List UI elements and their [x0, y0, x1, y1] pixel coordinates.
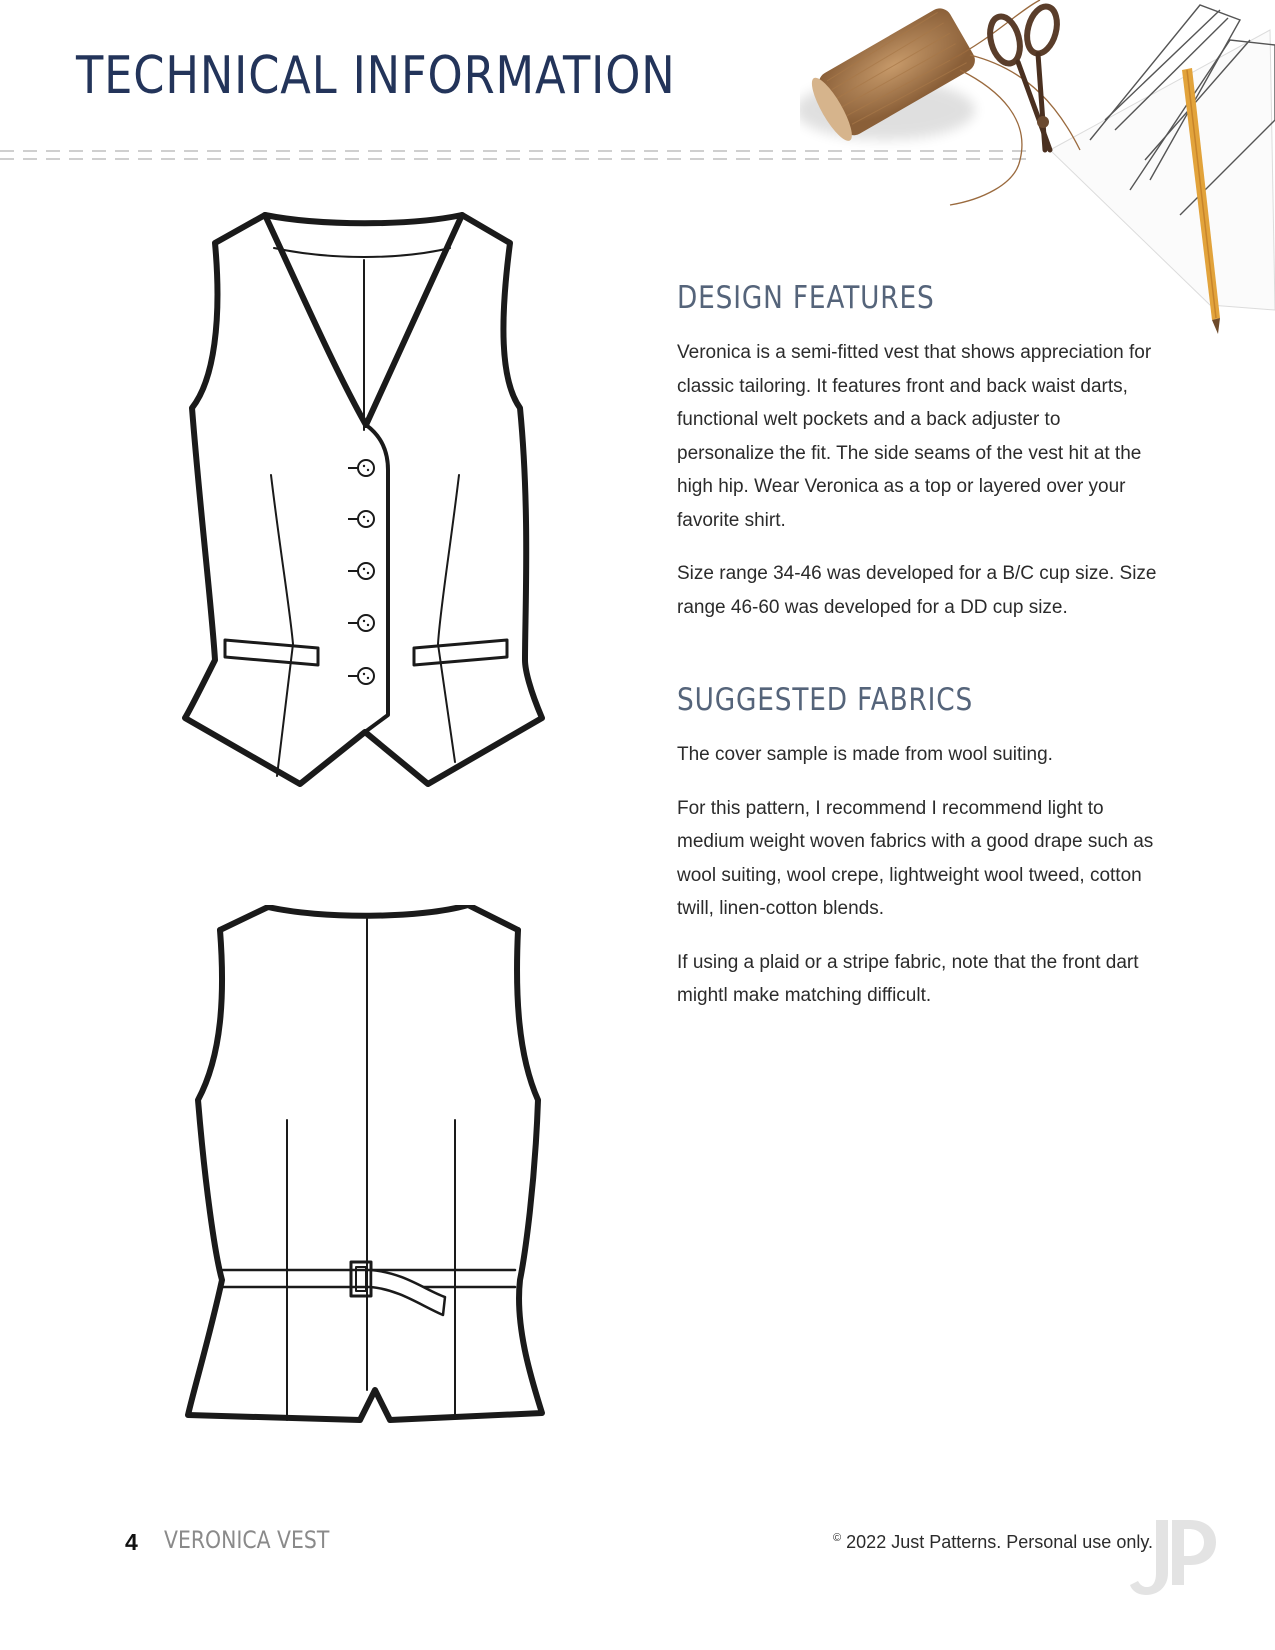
page-number: 4 — [125, 1529, 138, 1555]
suggested-fabrics-paragraph: For this pattern, I recommend I recommend light to medium weight woven fabrics with a good drape such as wool suiting, wool crepe, lightweight wool tweed, cotton twill, linen-cotton blends. — [677, 797, 1154, 919]
jp-logo — [1128, 1515, 1218, 1595]
design-features-paragraph: Size range 34-46 was developed for a B/C cup size. Size range 46-60 was developed for a DD cup size. — [677, 563, 1157, 618]
content-column — [677, 280, 1157, 1033]
copyright-text: 2022 Just Patterns. Personal use only. — [846, 1532, 1153, 1552]
copyright-symbol: © — [833, 1532, 842, 1544]
page-title: TECHNICAL INFORMATION — [76, 46, 676, 106]
vest-front-flat — [170, 210, 590, 830]
vest-back-flat — [170, 905, 590, 1465]
footer-pattern-name: VERONICA VEST — [164, 1526, 330, 1554]
vest-buttons — [358, 460, 374, 684]
suggested-fabrics-heading: SUGGESTED FABRICS — [677, 682, 974, 718]
design-features-heading: DESIGN FEATURES — [677, 280, 935, 316]
suggested-fabrics-paragraph: The cover sample is made from wool suiting. — [677, 744, 1053, 765]
footer-copyright — [833, 1532, 1153, 1553]
design-features-paragraph: Veronica is a semi-fitted vest that shows appreciation for classic tailoring. It features front and back waist darts, functional welt pockets and a back adjuster to personalize the fit. The side seams of the vest hit at the high hip. Wear Veronica as a top or layered over your favorite shirt. — [677, 342, 1152, 531]
suggested-fabrics-paragraph: If using a plaid or a stripe fabric, note that the front dart mightl make matching difficult. — [677, 951, 1139, 1006]
